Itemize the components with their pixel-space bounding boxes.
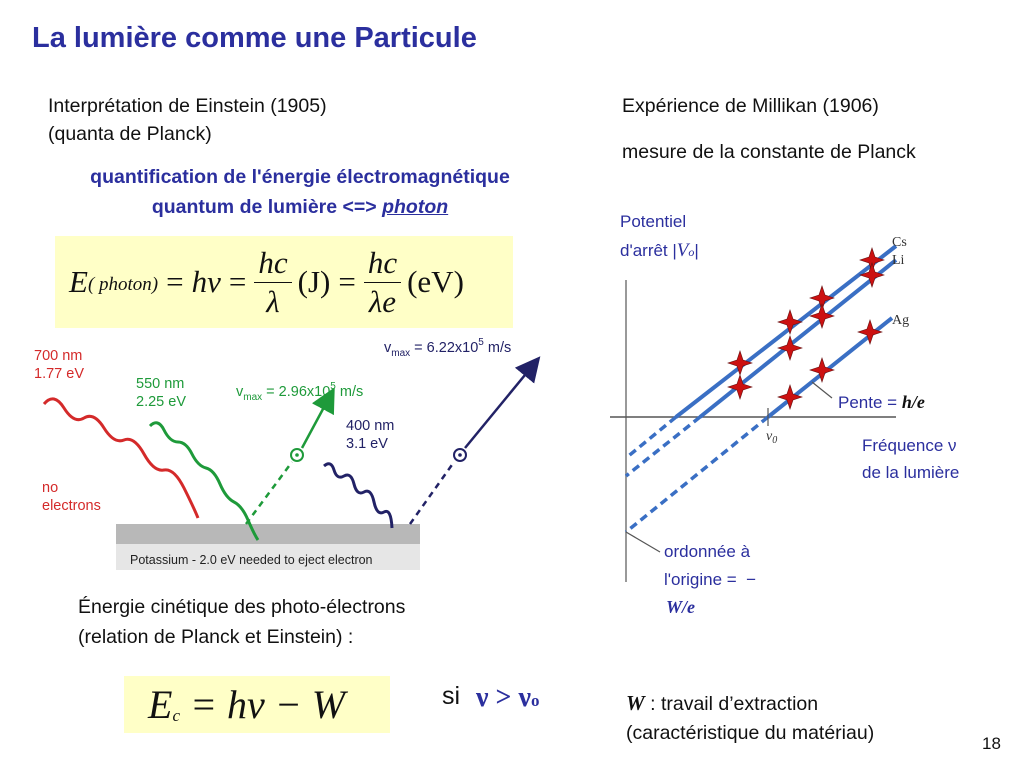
arret-V: V — [676, 240, 689, 261]
eq1-unit-eV: (eV) — [407, 264, 464, 299]
vmax2-value: = 6.22x10 — [410, 340, 479, 356]
label-177ev: 1.77 eV — [34, 366, 84, 382]
plate-label: Potassium - 2.0 eV needed to eject electron — [130, 553, 373, 567]
millikan-line: Expérience de Millikan (1906) — [622, 95, 879, 117]
arret-label — [620, 240, 699, 262]
pente-value: h/e — [901, 392, 925, 412]
pente-prefix: Pente = — [838, 393, 902, 412]
kinetic-line1: Énergie cinétique des photo-électrons — [78, 596, 406, 618]
extrap-ag — [626, 417, 768, 532]
photon-word: photon — [382, 196, 449, 218]
star-cs-3 — [778, 310, 802, 334]
eq1-equals-2: = — [228, 264, 247, 299]
label-550nm: 550 nm — [136, 376, 185, 392]
kinetic-line2: (relation de Planck et Einstein) : — [78, 626, 354, 648]
navy-electron-path — [410, 462, 454, 524]
eq1-E: E — [69, 264, 88, 299]
quantum-prefix: quantum de lumière <=> — [151, 196, 383, 218]
label-cs: Cs — [892, 235, 907, 250]
planck-constant-line: mesure de la constante de Planck — [622, 141, 916, 163]
eq1-sub: ( photon) — [87, 274, 159, 295]
vmax1-unit: m/s — [335, 384, 364, 400]
vmax1-exp: 5 — [330, 381, 336, 392]
arret-sub: o — [688, 245, 695, 259]
label-31ev: 3.1 eV — [346, 436, 388, 452]
quantum-text — [10, 193, 590, 222]
ordonnee-label: ordonnée à — [664, 542, 751, 561]
eq1-frac2-den: λe — [368, 283, 397, 319]
travail-W: W — [626, 691, 645, 715]
frequence-label: Fréquence ν — [862, 436, 957, 455]
label-400nm: 400 nm — [346, 418, 395, 434]
vmax2-sub: max — [391, 348, 411, 359]
vmax1-sub: max — [243, 392, 263, 403]
vmax-navy-label — [384, 337, 511, 359]
eq1-hnu: hν — [191, 264, 221, 299]
einstein-equation — [124, 676, 390, 733]
vmax2-unit: m/s — [483, 340, 512, 356]
nu0-nu: ν — [766, 429, 773, 444]
photoelectric-figure — [28, 334, 568, 574]
eq1-equals-1: = — [166, 264, 184, 299]
green-electron-path — [246, 462, 292, 524]
violet-wave — [324, 464, 392, 528]
condition-si: si — [442, 682, 461, 710]
vmax1-value: = 2.96x10 — [262, 384, 331, 400]
green-wave — [150, 423, 258, 540]
eq1-frac-2 — [364, 244, 401, 321]
einstein-line: Interprétation de Einstein (1905) — [48, 95, 327, 117]
extrap-cs — [626, 417, 676, 458]
eq1-frac1-den: λ — [266, 283, 280, 319]
eq2-E: E — [148, 682, 173, 727]
slope-pointer — [812, 382, 832, 398]
eq2-sub: c — [172, 705, 180, 725]
potentiel-label: Potentiel — [620, 212, 687, 231]
quantification-text: quantification de l'énergie électromagnétique — [90, 166, 510, 188]
vmax2-v: v — [384, 340, 392, 356]
potassium-plate — [116, 524, 420, 544]
condition-text: ν > ν — [476, 682, 531, 713]
navy-velocity-arrow — [465, 364, 534, 448]
intercept-pointer — [626, 532, 660, 552]
eq1-frac1-num: hc — [254, 244, 291, 283]
eq1-equals-3: = — [338, 264, 356, 299]
label-ag: Ag — [892, 313, 910, 328]
photon-energy-equation — [55, 236, 513, 328]
label-700nm: 700 nm — [34, 348, 83, 364]
arret-prefix: d'arrêt | — [620, 241, 677, 260]
page-title: La lumière comme une Particule — [32, 22, 477, 54]
travail-line — [626, 690, 818, 718]
green-electron-dot — [295, 453, 299, 457]
origine-label: l'origine = − — [664, 570, 757, 589]
eq2-rest: = hν − W — [189, 682, 346, 727]
vmax1-v: v — [236, 384, 244, 400]
label-li: Li — [892, 253, 905, 268]
eq1-unit-J: (J) — [297, 264, 331, 299]
page-number: 18 — [982, 734, 1001, 753]
nu0-sub: 0 — [772, 435, 778, 446]
condition-nu — [476, 682, 539, 714]
condition-sub: o — [530, 691, 540, 710]
label-225ev: 2.25 eV — [136, 394, 186, 410]
travail-text: : travail d’extraction — [644, 693, 819, 715]
caracteristique-line: (caractéristique du matériau) — [626, 722, 875, 744]
pente-label — [838, 392, 925, 413]
eq1-frac-1 — [254, 244, 291, 321]
label-electrons: electrons — [42, 498, 101, 514]
vmax2-exp: 5 — [478, 337, 484, 348]
label-no: no — [42, 480, 59, 496]
arret-suffix: | — [694, 241, 699, 260]
w-over-e-label: W/e — [666, 597, 695, 617]
vmax-green-label — [236, 381, 363, 403]
millikan-graph — [596, 200, 1024, 630]
green-velocity-arrow — [302, 396, 330, 448]
nu0-label — [766, 429, 777, 446]
planck-line: (quanta de Planck) — [48, 123, 212, 145]
navy-electron-dot — [458, 453, 462, 457]
lumiere-label: de la lumière — [862, 463, 960, 482]
eq1-frac2-num: hc — [364, 244, 401, 283]
